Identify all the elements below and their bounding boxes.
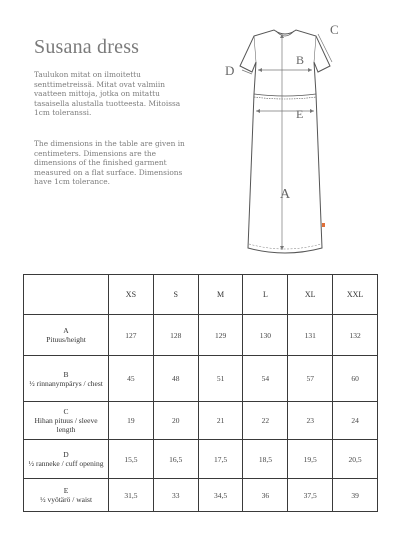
table-cell: 130 (243, 315, 288, 356)
table-cell: 17,5 (198, 440, 243, 479)
table-cell: 45 (109, 356, 154, 402)
table-cell: 22 (243, 402, 288, 440)
table-cell: 57 (288, 356, 333, 402)
waist-seam (254, 94, 316, 96)
size-table (23, 274, 378, 512)
table-cell: 15,5 (109, 440, 154, 479)
table-row (24, 440, 378, 479)
table-cell: 129 (198, 315, 243, 356)
table-cell: 37,5 (288, 479, 333, 512)
table-row (24, 356, 378, 402)
table-cell: 18,5 (243, 440, 288, 479)
table-cell: 54 (243, 356, 288, 402)
size-xxl: XXL (333, 275, 378, 315)
dress-outline (240, 30, 330, 253)
row-header-height: A Pituus/height (24, 315, 109, 356)
table-cell: 48 (153, 356, 198, 402)
table-cell: 24 (333, 402, 378, 440)
table-cell: 21 (198, 402, 243, 440)
row-header-cuff: D ½ ranneke / cuff opening (24, 440, 109, 479)
table-row (24, 315, 378, 356)
label-e: E (296, 107, 304, 121)
table-cell: 51 (198, 356, 243, 402)
table-cell: 20 (153, 402, 198, 440)
table-cell: 132 (333, 315, 378, 356)
table-cell: 34,5 (198, 479, 243, 512)
table-cell: 19 (109, 402, 154, 440)
size-header-row (24, 275, 378, 315)
label-b: B (296, 53, 305, 67)
corner-cell (24, 275, 109, 315)
description-english: The dimensions in the table are given in centimeters. Dimensions are the dimensions of the finished garment measured on a flat surface. Dimensions have 1cm tolerance. (34, 139, 185, 187)
dress-diagram (218, 18, 354, 258)
row-header-sleeve: C Hihan pituus / sleeve length (24, 402, 109, 440)
label-tag (322, 223, 325, 227)
description-finnish: Taulukon mitat on ilmoitettu senttimetreissä. Mitat ovat valmiin vaatteen mittoja, jotka on mitattu tasaisella alustalla tuotteesta. Mitoissa 1cm toleranssi. (34, 70, 181, 118)
table-cell: 39 (333, 479, 378, 512)
size-xs: XS (109, 275, 154, 315)
table-cell: 36 (243, 479, 288, 512)
size-s: S (153, 275, 198, 315)
table-cell: 128 (153, 315, 198, 356)
page-title: Susana dress (34, 36, 140, 58)
table-cell: 33 (153, 479, 198, 512)
measure-c (318, 34, 332, 62)
table-cell: 60 (333, 356, 378, 402)
size-xl: XL (288, 275, 333, 315)
row-header-waist: E ½ vyötärö / waist (24, 479, 109, 512)
table-row (24, 402, 378, 440)
table-cell: 131 (288, 315, 333, 356)
size-m: M (198, 275, 243, 315)
table-cell: 20,5 (333, 440, 378, 479)
label-d: D (225, 63, 235, 78)
table-row (24, 479, 378, 512)
table-cell: 16,5 (153, 440, 198, 479)
table-cell: 23 (288, 402, 333, 440)
label-c: C (330, 22, 339, 37)
row-header-chest: B ½ rinnanympärys / chest (24, 356, 109, 402)
size-l: L (243, 275, 288, 315)
label-a: A (280, 187, 291, 202)
table-cell: 31,5 (109, 479, 154, 512)
table-cell: 127 (109, 315, 154, 356)
measure-d (242, 70, 252, 74)
table-cell: 19,5 (288, 440, 333, 479)
waist-seam-2 (254, 97, 316, 99)
